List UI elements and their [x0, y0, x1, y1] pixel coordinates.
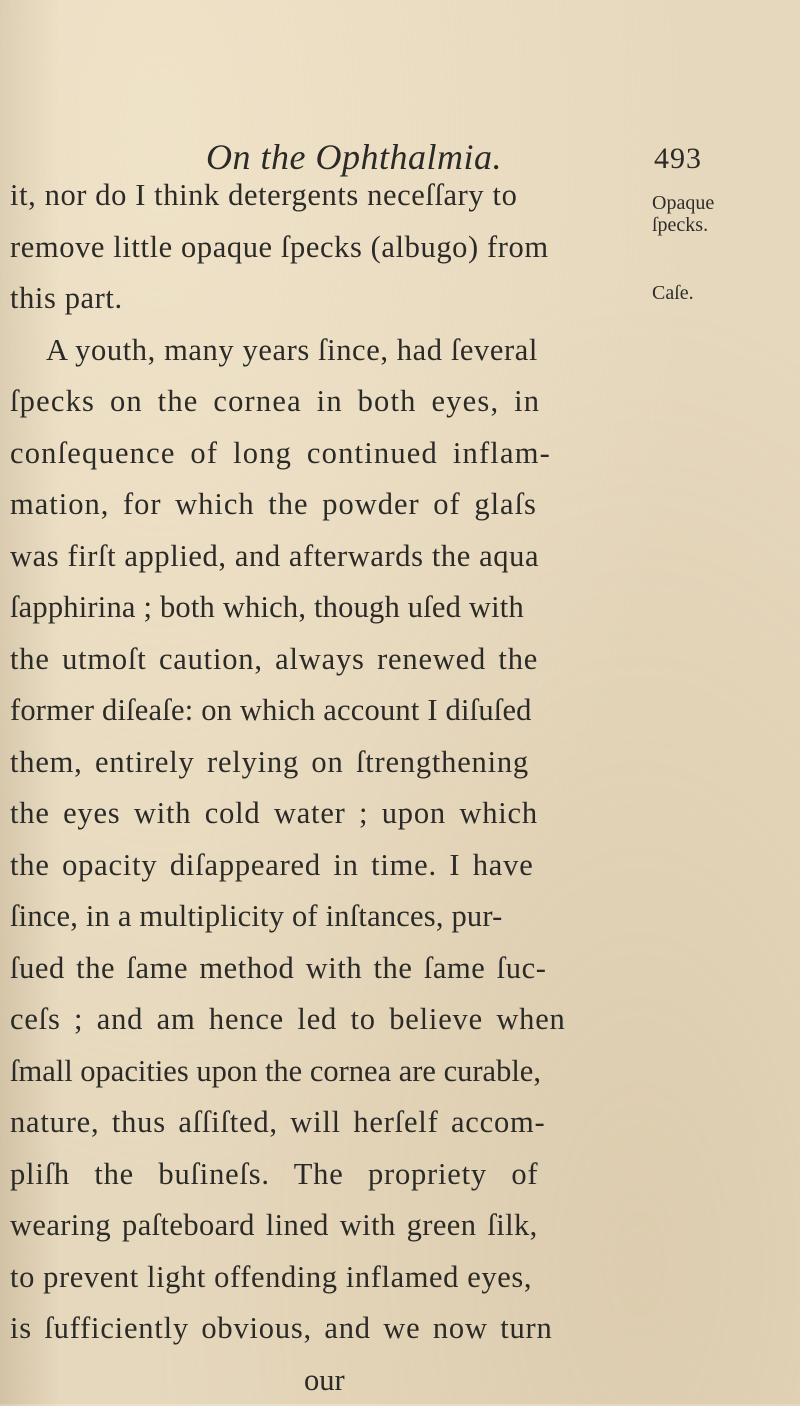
running-head: On the Ophthalmia. [206, 136, 502, 178]
text-line: ſued the ſame method with the ſame ſuc- [10, 943, 390, 995]
text-line: it, nor do I think detergents neceſſary to [10, 170, 390, 222]
text-line: conſequence of long continued inflam- [10, 428, 390, 480]
text-line: wearing paſteboard lined with green ſilk, [10, 1200, 390, 1252]
text-line: ceſs ; and am hence led to believe when [10, 994, 390, 1046]
margin-note-opaque [652, 192, 792, 236]
text-line: pliſh the buſineſs. The propriety of [10, 1149, 390, 1201]
text-line: the eyes with cold water ; upon which [10, 788, 390, 840]
text-line: them, entirely relying on ſtrengthening [10, 737, 390, 789]
text-line: ſapphirina ; both which, though uſed with [10, 582, 390, 634]
text-line: remove little opaque ſpecks (albugo) from [10, 222, 390, 274]
text-line: to prevent light offending inflamed eyes, [10, 1252, 390, 1304]
text-line: the opacity diſappeared in time. I have [10, 840, 390, 892]
text-line: ſpecks on the cornea in both eyes, in [10, 376, 390, 428]
body-text [10, 170, 390, 1406]
text-line: mation, for which the powder of glaſs [10, 479, 390, 531]
text-line: was firſt applied, and afterwards the aqua [10, 531, 390, 583]
text-line: nature, thus aſſiſted, will herſelf accom- [10, 1097, 390, 1149]
text-line: this part. [10, 273, 390, 325]
text-line: ſince, in a multiplicity of inſtances, pur- [10, 891, 390, 943]
text-line: A youth, many years ſince, had ſeveral [10, 325, 390, 377]
text-line: our [10, 1355, 390, 1406]
margin-note-line: Caſe. [652, 282, 772, 304]
text-line: the utmoſt caution, always renewed the [10, 634, 390, 686]
margin-note-case [652, 282, 772, 304]
margin-note-line: ſpecks. [652, 214, 792, 236]
text-line: ſmall opacities upon the cornea are curable, [10, 1046, 390, 1098]
margin-note-line: Opaque [652, 192, 792, 214]
text-line: is ſufficiently obvious, and we now turn [10, 1303, 390, 1355]
page-number: 493 [654, 142, 702, 176]
text-line: former diſeaſe: on which account I diſuſed [10, 685, 390, 737]
